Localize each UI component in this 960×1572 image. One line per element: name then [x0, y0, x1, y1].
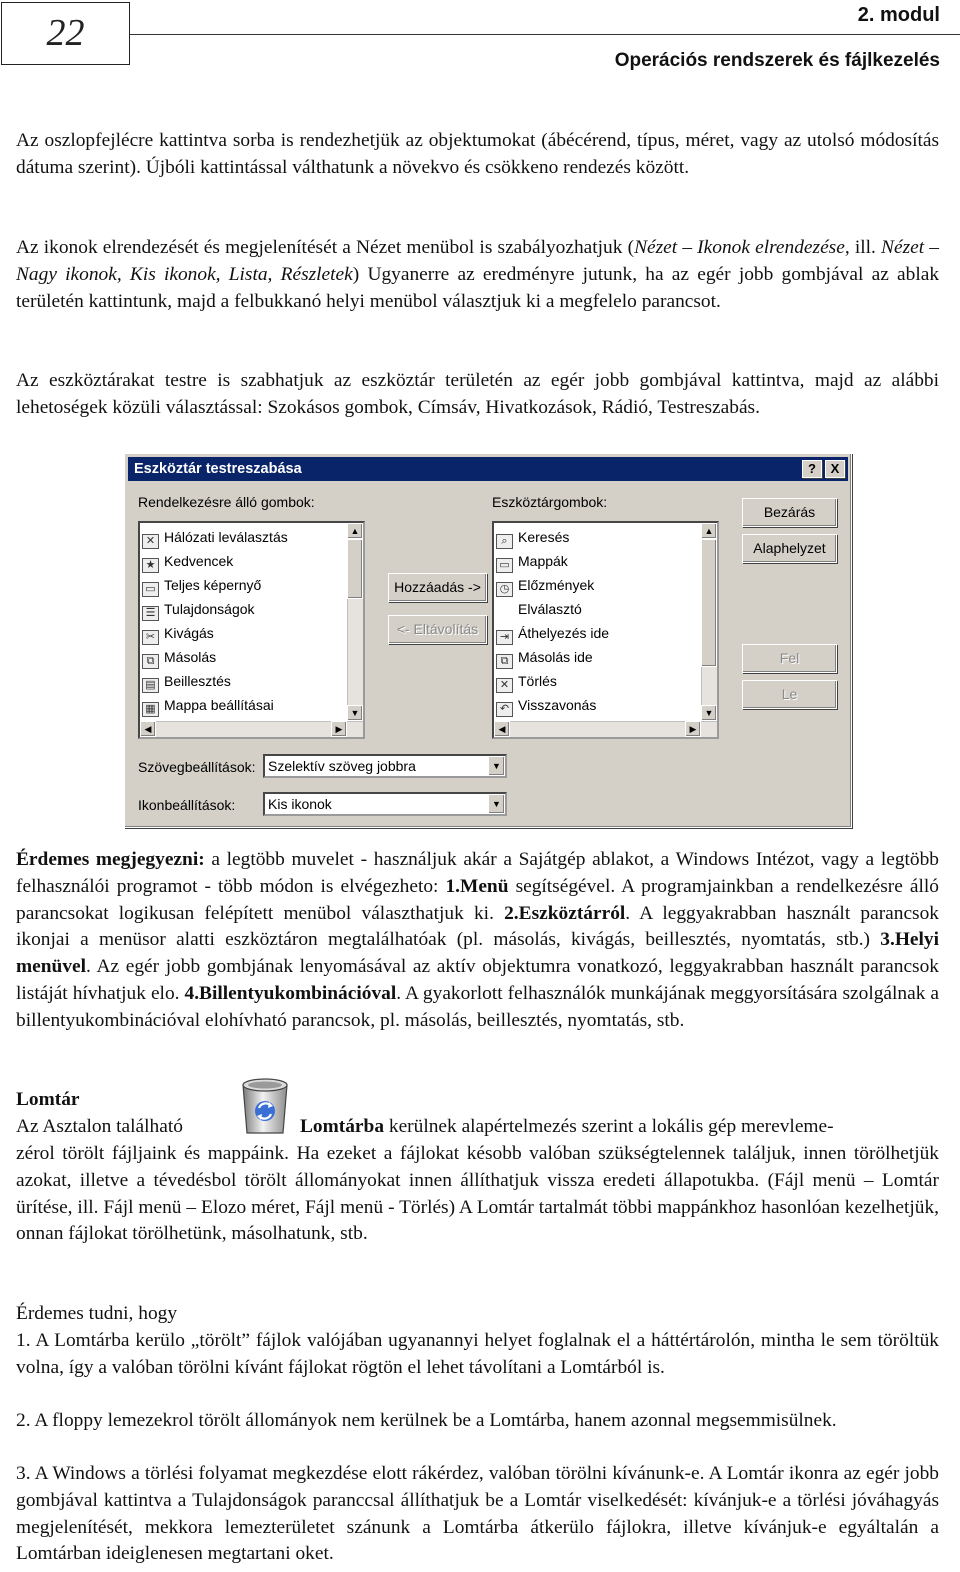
left-vertical-scrollbar[interactable]: [347, 523, 363, 721]
paragraph-methods: Érdemes megjegyezni: a legtöbb muvelet - használjuk akár a Sajátgép ablakot, a Windows Intézot, vagy a legtöbb felhasználói programot - több módon is elvégezheto: 1.Menü segítségével. A programjainkban a rendelkezésre álló parancsokat logikusan felépített menübol választhatjuk ki. 2.Eszköztárról. A leggyakrabban használt parancsok ikonjai a menüsor alatti eszköztáron megtalálhatóak (pl. másolás, kivágás, beillesztés, nyomtatás, stb.) 3.Helyi menüvel. Az egér jobb gombjának lenyomásával az aktív objektumra vonatkozó, leggyakrabban használt parancsok listáját hívhatjuk elo. 4.Billentyukombinációval. A gyakorlott felhasználók munkájának meggyorsítására szolgálnak a billentyukombinációval elohívható parancsok, pl. másolás, beillesztés, nyomtatás, stb.: [16, 849, 939, 1031]
icon-options-select[interactable]: Kis ikonok ▼: [263, 792, 507, 816]
list-item[interactable]: ▤ Beillesztés: [142, 670, 231, 692]
toolbar-buttons-label: Eszköztárgombok:: [492, 494, 608, 510]
list-item[interactable]: ⧉ Másolás ide: [496, 646, 593, 668]
scroll-thumb[interactable]: [701, 539, 717, 667]
recycle-bin-icon: [238, 1075, 292, 1137]
cut-icon: ✂: [142, 630, 159, 645]
move-to-icon: ⇥: [496, 630, 513, 645]
scroll-left-arrow-icon[interactable]: ◀: [494, 721, 510, 737]
list-item[interactable]: ✂ Kivágás: [142, 622, 214, 644]
worth-knowing-heading: Érdemes tudni, hogy: [16, 1303, 178, 1324]
header-rule: [130, 34, 960, 35]
list-item[interactable]: ✕ Törlés: [496, 670, 557, 692]
delete-icon: ✕: [496, 678, 513, 693]
dialog-titlebar: [128, 457, 848, 481]
page-number: 22: [1, 2, 130, 65]
scroll-thumb[interactable]: [347, 539, 363, 599]
favorites-icon: ★: [142, 558, 159, 573]
toolbar-buttons-list[interactable]: [492, 521, 719, 739]
properties-icon: ☰: [142, 606, 159, 621]
list-item[interactable]: ◷ Előzmények: [496, 574, 594, 596]
dialog-title: Eszköztár testreszabása: [134, 461, 302, 477]
p2-text-a: Az ikonok elrendezését és megjelenítését a Nézet menübol is szabályozhatjuk (: [16, 237, 635, 258]
list-item[interactable]: ✕ Hálózati leválasztás: [142, 526, 288, 548]
move-up-button[interactable]: Fel: [742, 644, 837, 673]
recycle-bin-line1-right: Lomtárba kerülnek alapértelmezés szerint a lokális gép merevleme-: [300, 1116, 834, 1137]
list-item[interactable]: ★ Kedvencek: [142, 550, 233, 572]
p2-italic-1: Nézet – Ikonok elrendezése: [634, 237, 845, 258]
list-item[interactable]: ↶ Visszavonás: [496, 694, 596, 716]
scroll-right-arrow-icon[interactable]: ▶: [331, 721, 347, 737]
scroll-down-arrow-icon[interactable]: ▼: [347, 705, 363, 721]
list-item[interactable]: ⧉ Másolás: [142, 646, 216, 668]
paragraph-icons: [16, 235, 939, 315]
recycle-bin-paragraph: zérol törölt fájljaink és mappáink. Ha ezeket a fájlokat késobb valóban szükségtelennek találjuk, innen törölhetjük azokat, illetve a tévedésbol törölt állományokat innen állíthatjuk vissza eredeti állapotukba. (Fájl menü – Lomtár ürítése, ill. Fájl menü – Elozo méret, Fájl menü - Törlés) A Lomtár tartalmát többi mappánkhoz hasonlóan kezelhetjük, onnan fájlokat törölhetünk, másolhatunk, stb.: [16, 1143, 939, 1245]
scroll-up-arrow-icon[interactable]: ▲: [701, 523, 717, 539]
history-icon: ◷: [496, 582, 513, 597]
paragraph-sorting: Az oszlopfejlécre kattintva sorba is rendezhetjük az objektumokat (ábécérend, típus, méret, vagy az utolsó módosítás dátuma szerint). Újbóli kattintással válthatunk a növekvo és csökkeno rendezés között.: [16, 130, 939, 178]
icon-options-label: Ikonbeállítások:: [138, 797, 236, 813]
list-item[interactable]: ▦ Mappa beállításai: [142, 694, 274, 716]
text-options-select[interactable]: Szelektív szöveg jobbra ▼: [263, 754, 507, 778]
right-vertical-scrollbar[interactable]: [701, 523, 717, 721]
chevron-down-icon[interactable]: ▼: [488, 794, 505, 814]
fullscreen-icon: ▭: [142, 582, 159, 597]
customize-toolbar-dialog: [124, 453, 852, 828]
reset-button[interactable]: Alaphelyzet: [742, 534, 837, 563]
paragraph-toolbars: Az eszköztárakat testre is szabhatjuk az eszköztár területén az egér jobb gombjával kattintva, majd az alábbi lehetoségek közüli választással: Szokásos gombok, Címsáv, Hivatkozások, Rádió, Testreszabás.: [16, 370, 939, 418]
p4-lead: Érdemes megjegyezni:: [16, 849, 205, 870]
left-horizontal-scrollbar[interactable]: [140, 721, 363, 737]
list-item[interactable]: Elválasztó: [518, 601, 582, 617]
paste-icon: ▤: [142, 678, 159, 693]
chapter-subtitle: Operációs rendszerek és fájlkezelés: [614, 50, 940, 71]
list-item[interactable]: ▭ Teljes képernyő: [142, 574, 261, 596]
close-button[interactable]: Bezárás: [742, 498, 837, 527]
remove-button[interactable]: <- Eltávolítás: [388, 615, 487, 644]
add-button[interactable]: Hozzáadás ->: [388, 573, 487, 602]
p2-italic-2: Nézet – Nagy ikonok, Kis ikonok, Lista, Részletek: [16, 237, 939, 285]
list-item[interactable]: ⌕ Keresés: [496, 526, 569, 548]
folder-options-icon: ▦: [142, 702, 159, 717]
list-item[interactable]: ☰ Tulajdonságok: [142, 598, 255, 620]
list-item-3: 3. A Windows a törlési folyamat megkezdése elott rákérdez, valóban törölni kívánunk-e. A Lomtár ikonra az egér jobb gombjával kattintva a Tulajdonságok paranccsal állíthatjuk be a Lomtár viselkedését: kívánjuk-e a törlési jóváhagyás megjelenítését, mekkora lemezterületet szánunk a Lomtárba átkerülo fájlokra, illetve kívánjuk-e egyáltalán a Lomtárban ideiglenesen megtartani oket.: [16, 1463, 939, 1565]
copy-icon: ⧉: [142, 654, 159, 669]
scroll-up-arrow-icon[interactable]: ▲: [347, 523, 363, 539]
list-item[interactable]: ⇥ Áthelyezés ide: [496, 622, 609, 644]
p2-text-c: ) Ugyanerre az eredményre jutunk, ha az egér jobb gombjával az ablak területén kattintunk, majd a felbukkanó helyi menübol választjuk ki a megfelelo parancsot.: [16, 263, 940, 312]
help-title-button[interactable]: ?: [802, 460, 822, 478]
module-label: 2. modul: [857, 4, 940, 26]
undo-icon: ↶: [496, 702, 513, 717]
copy-to-icon: ⧉: [496, 654, 513, 669]
network-disconnect-icon: ✕: [142, 534, 159, 549]
move-down-button[interactable]: Le: [742, 680, 837, 709]
right-horizontal-scrollbar[interactable]: [494, 721, 717, 737]
recycle-bin-heading: Lomtár: [16, 1089, 80, 1110]
list-item-2: 2. A floppy lemezekrol törölt állományok nem kerülnek be a Lomtárba, hanem azonnal megsemmisülnek.: [16, 1410, 837, 1431]
recycle-bin-line1-left: Az Asztalon található: [16, 1116, 183, 1137]
scroll-left-arrow-icon[interactable]: ◀: [140, 721, 156, 737]
list-item-1: 1. A Lomtárba kerülo „törölt” fájlok valójában ugyanannyi helyet foglalnak el a háttértárolón, mintha le sem töröltük volna, így a valóban törölni kívánt fájlokat rögtön el lehet távolítani a Lomtárból is.: [16, 1330, 939, 1378]
scroll-down-arrow-icon[interactable]: ▼: [701, 705, 717, 721]
search-icon: ⌕: [496, 534, 513, 549]
list-item[interactable]: ▭ Mappák: [496, 550, 568, 572]
close-title-button[interactable]: X: [825, 460, 845, 478]
text-options-label: Szövegbeállítások:: [138, 759, 256, 775]
available-buttons-label: Rendelkezésre álló gombok:: [138, 494, 315, 510]
available-buttons-list[interactable]: [138, 521, 365, 739]
scroll-right-arrow-icon[interactable]: ▶: [685, 721, 701, 737]
folders-icon: ▭: [496, 558, 513, 573]
p2-text-b: , ill.: [844, 237, 882, 258]
chevron-down-icon[interactable]: ▼: [488, 756, 505, 776]
